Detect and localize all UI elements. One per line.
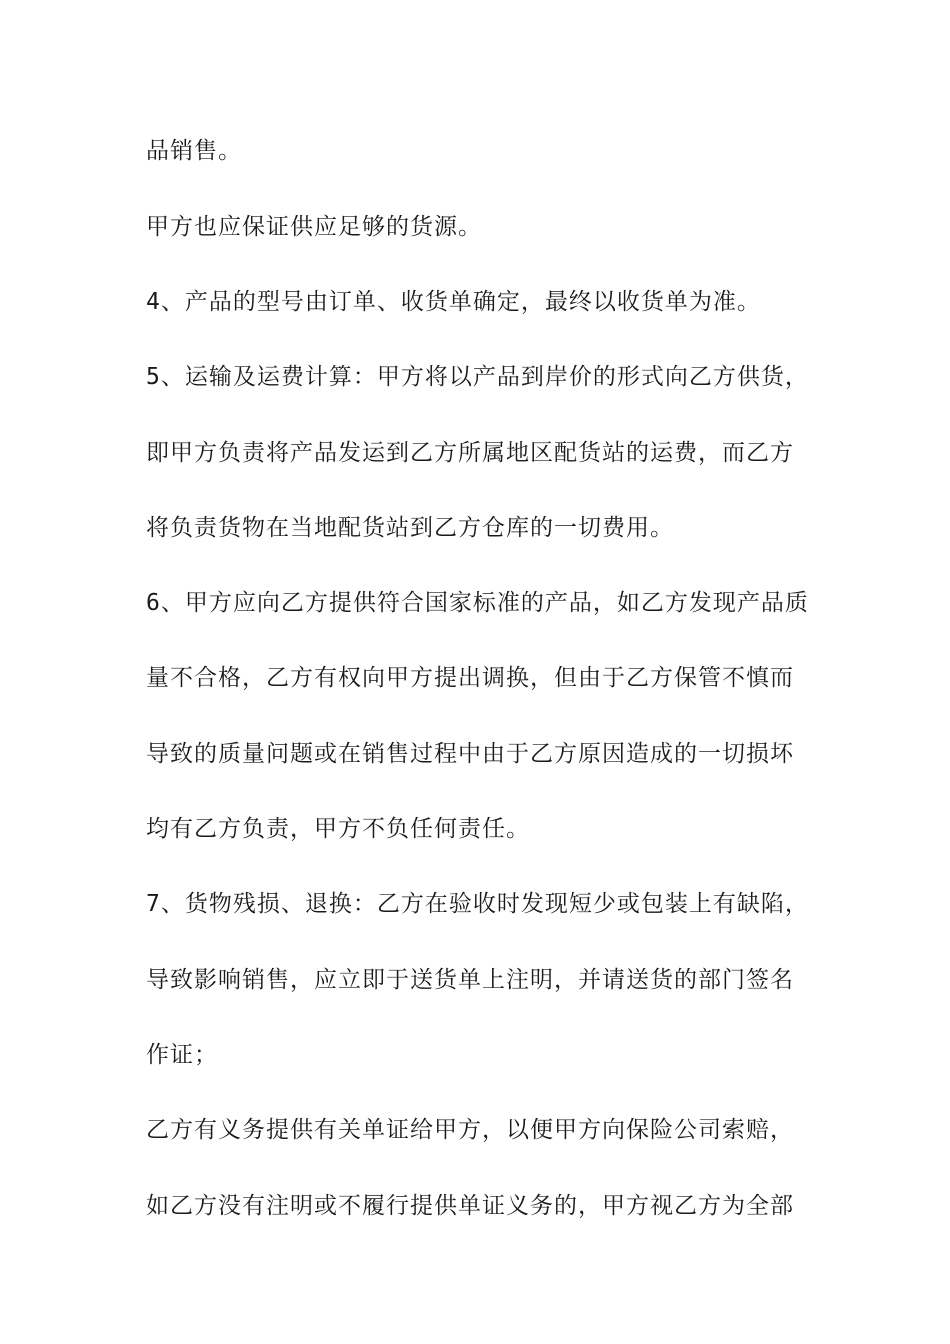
text-line: 甲方也应保证供应足够的货源。 bbox=[146, 214, 482, 240]
text-line: 量不合格，乙方有权向甲方提出调换，但由于乙方保管不慎而 bbox=[146, 665, 794, 691]
text-line: 品销售。 bbox=[146, 138, 242, 164]
text-line: 7、货物残损、退换：乙方在验收时发现短少或包装上有缺陷， bbox=[146, 891, 809, 917]
text-line: 即甲方负责将产品发运到乙方所属地区配货站的运费，而乙方 bbox=[146, 440, 794, 466]
text-line: 作证； bbox=[146, 1042, 218, 1068]
text-line: 均有乙方负责，甲方不负任何责任。 bbox=[146, 816, 530, 842]
text-line: 导致影响销售，应立即于送货单上注明，并请送货的部门签名 bbox=[146, 967, 794, 993]
text-line: 导致的质量问题或在销售过程中由于乙方原因造成的一切损坏 bbox=[146, 741, 794, 767]
text-line: 5、运输及运费计算：甲方将以产品到岸价的形式向乙方供货， bbox=[146, 364, 809, 390]
text-line: 将负责货物在当地配货站到乙方仓库的一切费用。 bbox=[146, 515, 674, 541]
text-line: 如乙方没有注明或不履行提供单证义务的，甲方视乙方为全部 bbox=[146, 1193, 794, 1219]
text-line: 乙方有义务提供有关单证给甲方，以便甲方向保险公司索赔， bbox=[146, 1117, 794, 1143]
text-line: 4、产品的型号由订单、收货单确定，最终以收货单为准。 bbox=[146, 289, 761, 315]
text-line: 6、甲方应向乙方提供符合国家标准的产品，如乙方发现产品质 bbox=[146, 590, 809, 616]
